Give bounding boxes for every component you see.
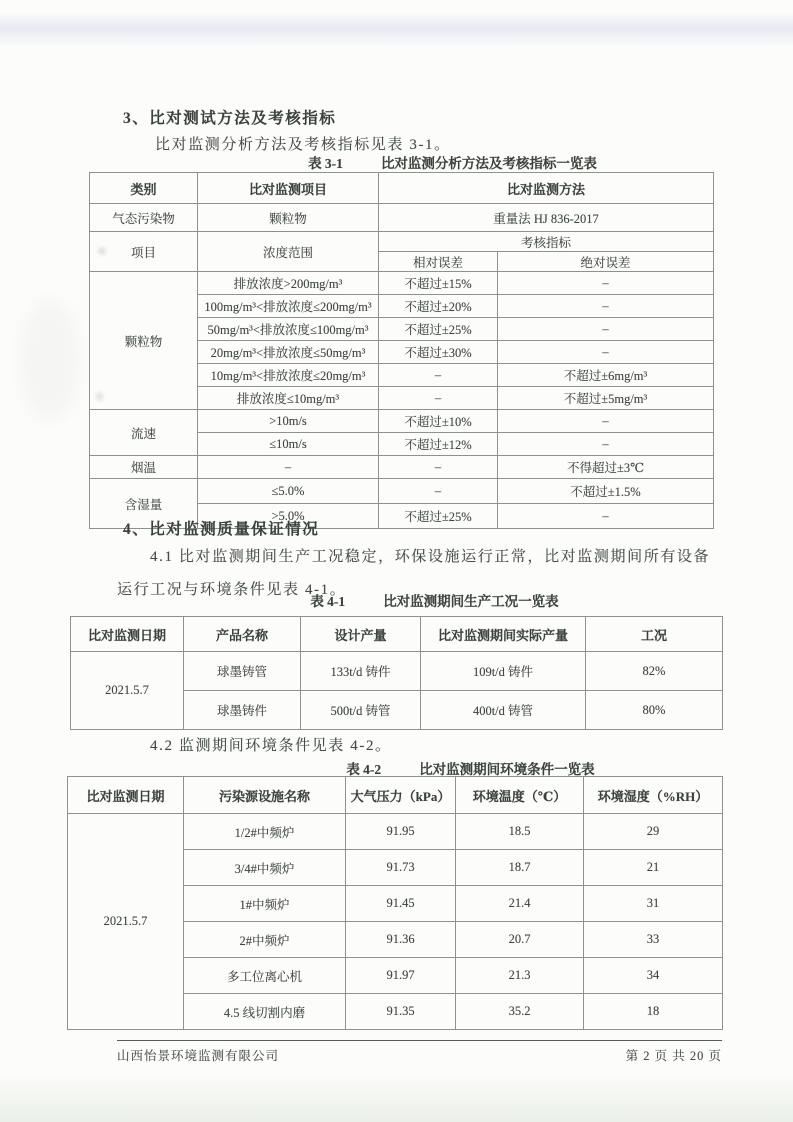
table-cell: 不超过±25% (379, 504, 498, 529)
table-cell: 91.45 (346, 886, 456, 922)
table-cell: 不超过±5mg/m³ (498, 387, 714, 410)
scan-bottom-tint (0, 1072, 793, 1122)
table-cell: 多工位离心机 (184, 958, 346, 994)
table-cell: 500t/d 铸管 (301, 691, 421, 730)
table-cell: >10m/s (198, 410, 379, 433)
table-cell: 排放浓度>200mg/m³ (198, 272, 379, 295)
table-cell: 环境湿度（%RH） (584, 777, 723, 814)
table-cell: 不得超过±3℃ (498, 456, 714, 479)
table-cell: 1#中频炉 (184, 886, 346, 922)
table-cell: 比对监测方法 (379, 173, 714, 204)
table-cell: 工况 (586, 617, 723, 652)
table-cell: 91.97 (346, 958, 456, 994)
table-row (90, 456, 714, 479)
section-3-heading: 3、比对测试方法及考核指标 (123, 110, 337, 127)
table-cell: 不超过±25% (379, 318, 498, 341)
table-cell: – (498, 410, 714, 433)
table-cell: – (198, 456, 379, 479)
table-cell: 400t/d 铸管 (421, 691, 586, 730)
table-cell: – (498, 341, 714, 364)
table-cell: 31 (584, 886, 723, 922)
table-cell: 球墨铸件 (184, 691, 301, 730)
table-cell: 20.7 (456, 922, 584, 958)
table-row (68, 814, 723, 850)
table-3-1-caption-label: 表 3-1 (308, 156, 343, 171)
table-3-1 (89, 172, 714, 529)
table-cell: 82% (586, 652, 723, 691)
table-4-1-caption-label: 表 4-1 (310, 594, 346, 609)
footer-rule (117, 1040, 722, 1041)
table-cell: 3/4#中频炉 (184, 850, 346, 886)
table-row (90, 410, 714, 433)
table-cell: 不超过±12% (379, 433, 498, 456)
table-cell: – (379, 456, 498, 479)
table-cell: 21.3 (456, 958, 584, 994)
table-cell: 环境温度（℃） (456, 777, 584, 814)
table-cell: 大气压力（kPa） (346, 777, 456, 814)
table-cell: 不超过±1.5% (498, 479, 714, 504)
table-cell: – (498, 318, 714, 341)
table-row (71, 617, 723, 652)
table-4-1 (70, 616, 723, 730)
table-cell: 133t/d 铸件 (301, 652, 421, 691)
table-cell: ≤5.0% (198, 479, 379, 504)
table-cell: 类别 (90, 173, 198, 204)
table-cell: ≤10m/s (198, 433, 379, 456)
table-cell: 设计产量 (301, 617, 421, 652)
table-cell: 不超过±10% (379, 410, 498, 433)
table-cell: 2#中频炉 (184, 922, 346, 958)
table-cell: 考核指标 (379, 232, 714, 252)
table-cell: 不超过±6mg/m³ (498, 364, 714, 387)
table-cell: 不超过±20% (379, 295, 498, 318)
table-cell: 排放浓度≤10mg/m³ (198, 387, 379, 410)
scan-smudge (20, 300, 80, 420)
table-cell: 21 (584, 850, 723, 886)
table-cell: 21.4 (456, 886, 584, 922)
table-cell: – (498, 504, 714, 529)
table-4-2-caption-label: 表 4-2 (346, 762, 382, 777)
table-cell: 不超过±15% (379, 272, 498, 295)
table-cell: 浓度范围 (198, 232, 379, 272)
table-cell: 109t/d 铸件 (421, 652, 586, 691)
table-cell: 烟温 (90, 456, 198, 479)
table-4-2 (67, 776, 723, 1030)
table-cell: 91.73 (346, 850, 456, 886)
table-cell: 比对监测日期 (68, 777, 184, 814)
table-cell: 不超过±30% (379, 341, 498, 364)
table-cell: 颗粒物 (90, 272, 198, 410)
table-cell: 10mg/m³<排放浓度≤20mg/m³ (198, 364, 379, 387)
table-3-1-caption (0, 152, 793, 172)
table-cell: 流速 (90, 410, 198, 456)
table-cell: 91.95 (346, 814, 456, 850)
table-4-1-caption (0, 590, 793, 610)
table-cell: 球墨铸管 (184, 652, 301, 691)
table-cell: 含湿量 (90, 479, 198, 529)
table-cell: 2021.5.7 (68, 814, 184, 1030)
table-cell: – (379, 387, 498, 410)
table-cell: 比对监测期间实际产量 (421, 617, 586, 652)
table-cell: 相对误差 (379, 252, 498, 272)
table-4-2-caption (0, 758, 793, 778)
table-row (90, 272, 714, 295)
scan-top-band (0, 13, 793, 47)
table-cell: 50mg/m³<排放浓度≤100mg/m³ (198, 318, 379, 341)
table-cell: 绝对误差 (498, 252, 714, 272)
table-cell: 比对监测项目 (198, 173, 379, 204)
table-cell: 18.7 (456, 850, 584, 886)
table-cell: 4.5 线切割内磨 (184, 994, 346, 1030)
table-cell: 18.5 (456, 814, 584, 850)
footer-page-number: 第 2 页 共 20 页 (625, 1049, 722, 1063)
section-3-intro: 比对监测分析方法及考核指标见表 3-1。 (155, 137, 451, 153)
table-row (90, 479, 714, 504)
table-cell: 91.35 (346, 994, 456, 1030)
table-row (71, 652, 723, 691)
section-4-heading: 4、比对监测质量保证情况 (123, 521, 320, 538)
table-cell: 91.36 (346, 922, 456, 958)
para-4-1-line2: 运行工况与环境条件见表 4-1。 (117, 582, 347, 598)
table-cell: 2021.5.7 (71, 652, 184, 730)
table-cell: 产品名称 (184, 617, 301, 652)
table-cell: 33 (584, 922, 723, 958)
footer-company: 山西怡景环境监测有限公司 (117, 1049, 280, 1063)
table-3-1-caption-title: 比对监测分析方法及考核指标一览表 (380, 156, 597, 171)
table-cell: 比对监测日期 (71, 617, 184, 652)
table-cell: – (498, 433, 714, 456)
table-4-2-caption-title: 比对监测期间环境条件一览表 (419, 762, 595, 777)
table-cell: 项目 (90, 232, 198, 272)
table-cell: – (498, 295, 714, 318)
table-cell: 重量法 HJ 836-2017 (379, 204, 714, 232)
table-cell: – (498, 272, 714, 295)
table-cell: – (379, 479, 498, 504)
table-cell: 29 (584, 814, 723, 850)
table-row (68, 777, 723, 814)
table-4-1-caption-title: 比对监测期间生产工况一览表 (383, 594, 559, 609)
table-cell: 34 (584, 958, 723, 994)
para-4-2: 4.2 监测期间环境条件见表 4-2。 (150, 738, 392, 754)
table-row (90, 204, 714, 232)
table-cell: – (379, 364, 498, 387)
table-row (90, 173, 714, 204)
table-cell: 80% (586, 691, 723, 730)
table-cell: 颗粒物 (198, 204, 379, 232)
table-cell: 35.2 (456, 994, 584, 1030)
para-4-1-line1: 4.1 比对监测期间生产工况稳定，环保设施运行正常，比对监测期间所有设备 (150, 549, 711, 565)
table-row (90, 232, 714, 252)
table-cell: 气态污染物 (90, 204, 198, 232)
table-cell: 100mg/m³<排放浓度≤200mg/m³ (198, 295, 379, 318)
table-cell: 20mg/m³<排放浓度≤50mg/m³ (198, 341, 379, 364)
table-cell: 18 (584, 994, 723, 1030)
table-cell: 污染源设施名称 (184, 777, 346, 814)
table-cell: >5.0% (198, 504, 379, 529)
table-cell: 1/2#中频炉 (184, 814, 346, 850)
